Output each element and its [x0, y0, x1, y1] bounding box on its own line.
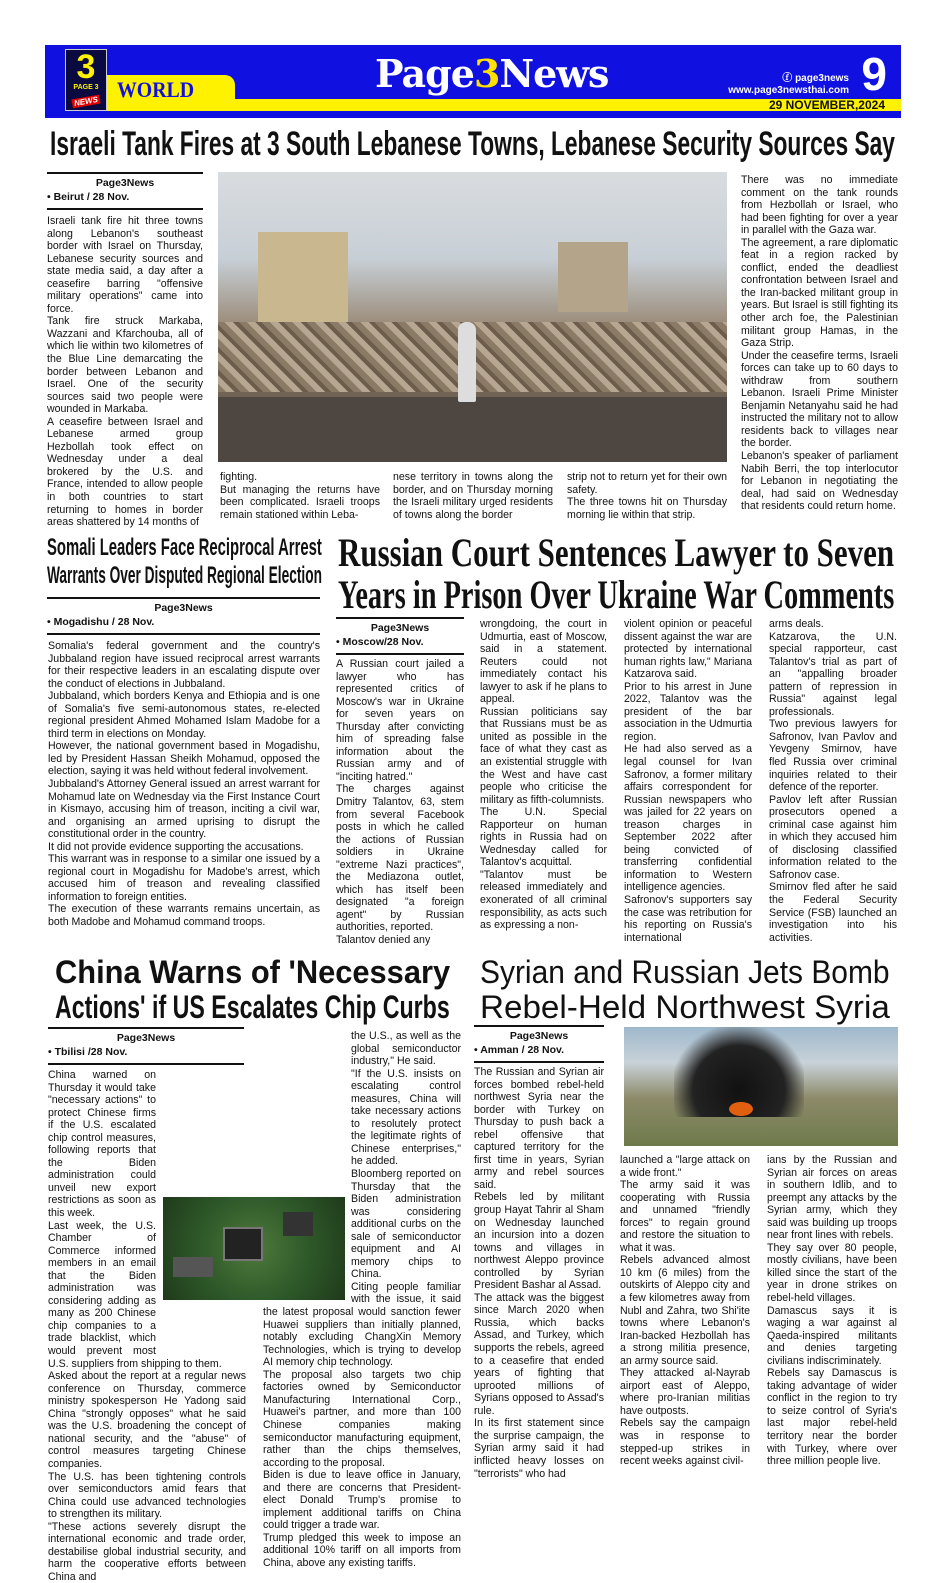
a4-headline — [55, 955, 450, 1025]
paragraph: Jubbaland, which borders Kenya and Ethiopia and is one of Somalia's five semi-autonomous states, re-elected regional president Ahmed Mohamed Islam Madobe for a third term in elections on Monday. — [48, 690, 320, 740]
paragraph: Biden is due to leave office in January, and there are concerns that President-elect Donald Trump's promise to implement additional tariffs on China could trigger a trade war. — [263, 1469, 461, 1532]
paragraph: Russian politicians say that Russians must be as united as possible in the face of what they cast as an existential struggle with the West and have cast people who criticise the military as fifth-columnists. — [480, 705, 607, 806]
paragraph: Israeli tank fire hit three towns along Lebanon's southeast border with Israel on Thursday, Lebanese security sources and state media said, a day after a ceasefire barring "offensive military operations" came into force. — [47, 215, 203, 315]
paragraph: arms deals. — [769, 618, 824, 630]
paragraph: Somalia's federal government and the country's Jubbaland region have issued reciprocal arrest warrants for their respective leaders in an escalating dispute over the conduct of elections in Jubbaland. — [48, 640, 320, 690]
a1-headline: Israeli Tank Fires at 3 South Lebanese Towns, Lebanese Security Sources Say — [50, 125, 895, 163]
mast-post: News — [499, 51, 609, 96]
paragraph: The execution of these warrants remains uncertain, as both Madobe and Mohamud command troops. — [48, 903, 320, 929]
building-shape — [258, 232, 348, 322]
a1-byline — [47, 172, 203, 210]
facebook-text: page3news — [795, 73, 849, 84]
paragraph: Damascus says it is waging a war against al Qaeda-inspired militants and denies targeting civilians indiscriminately. — [767, 1304, 897, 1367]
a5-headline-line1: Syrian and Russian Jets Bomb — [480, 954, 890, 990]
a3-col2 — [480, 618, 607, 932]
masthead — [45, 45, 901, 118]
paragraph: Lebanon's speaker of parliament Nabih Berri, the top interlocutor for Lebanon in negotiating the deal, had said on Wednesday that residents could return home. — [741, 450, 898, 513]
paragraph: China warned on Thursday it would take "necessary actions" to protect Chinese firms if the U.S. escalated chip control measures, following reports that the Biden administration could unveil new export restrictions as soon as this week. — [48, 1069, 156, 1220]
paragraph: Trump pledged this week to impose an additional 10% tariff on all imports from China, above any existing tariffs. — [263, 1531, 461, 1569]
paragraph: A ceasefire between Israel and Lebanese armed group Hezbollah took effect on Wednesday under a deal brokered by the U.S. and France, intended to allow people in both countries to start returning to homes in border areas shattered by 14 months of — [47, 415, 203, 529]
a1-headline-wrap — [50, 126, 895, 162]
a3-headline-line2: Years in Prison Over Ukraine War Comments — [338, 572, 895, 617]
website-link[interactable]: www.page3newsthai.com — [728, 85, 849, 96]
paragraph: wrongdoing, the court in Udmurtia, east of Moscow, said in a statement. Reuters could not immediately contact his lawyer to ask if he plans to appeal. — [480, 618, 607, 706]
chip-shape — [173, 1257, 213, 1277]
paragraph: Safronov's supporters say the case was retribution for his reporting on Russia's international — [624, 894, 752, 944]
paragraph: Jubbaland's Attorney General issued an arrest warrant for Mohamud late on Wednesday via the First Instance Court in Kismayo, accusing him of treason, inciting a civil war, and organising an armed uprising to disrupt the constitutional order in the country. — [48, 778, 320, 841]
paragraph: It did not provide evidence supporting the accusations. — [48, 840, 304, 853]
a5-byline — [474, 1025, 604, 1063]
paragraph: Two previous lawyers for Safronov, Ivan Pavlov and Yevgeny Smirnov, have fled Russia over criminal inquiries related to their defence of the reporter. — [769, 718, 897, 794]
paragraph: They attacked al-Nayrab airport east of Aleppo, where pro-Iranian militias have outposts. — [620, 1367, 750, 1417]
a2-byline — [47, 597, 320, 635]
a5-col1 — [474, 1066, 604, 1480]
logo-number: 3 — [76, 48, 96, 86]
paragraph: Prior to his arrest in June 2022, Talantov was the president of the bar association in the Udmurtia region. — [624, 680, 752, 743]
paragraph: A Russian court jailed a lawyer who has represented critics of Moscow's war in Ukraine for seven years on Thursday after convicting him of spreading false information about the Russian army and of "inciting hatred." — [336, 658, 464, 783]
paragraph: Asked about the report at a regular news conference on Thursday, commerce ministry spokesperson He Yadong said China "strongly opposes" what he said was the U.S. broadening the concept of national security, and the "abuse" of control measures targeting Chinese companies. — [48, 1370, 246, 1470]
a4-headline-line1: China Warns of 'Necessary — [55, 954, 451, 990]
paragraph: Pavlov left after Russian prosecutors opened a criminal case against him in which they accused him of disclosing classified information related to the Safronov case. — [769, 793, 897, 881]
byline-source: Page3News — [95, 177, 155, 189]
a1-col5 — [741, 174, 898, 513]
paragraph: This warrant was in response to a similar one issued by a regional court in Mogadishu for Madobe's arrest, which accused him of treason and revealing classified information to foreign entities. — [48, 853, 320, 903]
a2-headline-line1: Somali Leaders Face Reciprocal Arrest — [47, 534, 322, 561]
chip-shape — [223, 1227, 263, 1261]
paragraph: The attack was the biggest since March 2020 when Russia, which backs Assad, and Turkey, which supports the rebels, agreed to a ceasefire that ended years of fighting that uprooted millions of Syrians opposed to Assad's rule. — [474, 1291, 604, 1417]
paragraph: The U.N. Special Rapporteur on human rights in Russia had on Wednesday called for Talantov's acquittal. — [480, 806, 607, 869]
paragraph: launched a "large attack on a wide front." — [620, 1154, 750, 1179]
a2-headline — [47, 534, 322, 590]
mast-pre: Page — [375, 51, 474, 96]
a4-headline-line2: Actions' if US Escalates Chip Curbs — [55, 989, 450, 1025]
paragraph: The army said it was cooperating with Russia and unnamed "friendly forces" to regain ground and restore the situation to what it was. — [620, 1179, 750, 1254]
byline-dateline: • Tbilisi /28 Nov. — [48, 1046, 128, 1058]
facebook-handle[interactable] — [782, 69, 849, 84]
a4-col1 — [48, 1069, 246, 1583]
paragraph: "If the U.S. insists on escalating control measures, China will take necessary actions to resolutely protect the legitimate rights of Chinese enterprises," he added. — [351, 1067, 461, 1168]
a4-byline — [48, 1027, 244, 1065]
paragraph: Rebels say Damascus is taking advantage of wider conflict in the region to try to seize control of Syria's last major rebel-held territory near the border with Turkey, where over three million people live. — [767, 1367, 897, 1468]
section-label: WORLD — [117, 77, 195, 102]
a5-col2 — [620, 1154, 750, 1468]
paragraph: "These actions severely disrupt the international economic and trade order, destabilise global industrial security, and harm the cooperative efforts between China and — [48, 1520, 246, 1583]
paragraph: But managing the returns have been complicated. Israeli troops remain stationed within Leba- — [220, 483, 380, 521]
a5-headline — [480, 955, 890, 1025]
byline-dateline: • Beirut / 28 Nov. — [47, 191, 130, 203]
a3-col1 — [336, 658, 464, 947]
logo-news: NEWS — [73, 94, 99, 109]
a3-byline — [336, 617, 464, 655]
issue-date: 29 NOVEMBER,2024 — [768, 98, 885, 112]
a1-photo-rubble — [218, 172, 727, 462]
paragraph: The U.S. has been tightening controls over semiconductors amid fears that China could use advanced technologies to strengthen its military. — [48, 1470, 246, 1521]
a5-headline-line2: Rebel-Held Northwest Syria — [480, 989, 890, 1025]
a2-headline-line2: Warrants Over Disputed Regional Election — [47, 562, 322, 589]
fire — [729, 1102, 753, 1116]
byline-source: Page3News — [370, 622, 430, 634]
road — [218, 397, 727, 462]
paragraph: However, the national government based in Mogadishu, led by President Hassan Sheikh Mohamud, opposed the election, saying it was held without federal involvement. — [48, 740, 320, 778]
paragraph: The Russian and Syrian air forces bombed rebel-held northwest Syria near the border with Turkey on Thursday to push back a rebel offensive that captured territory for the first time in years, Syrian army and rebel sources said. — [474, 1066, 604, 1191]
page-number: 9 — [861, 48, 887, 100]
paragraph: There was no immediate comment on the tank rounds from Hezbollah or Israel, who had been fighting for over a year in parallel with the Gaza war. — [741, 174, 898, 237]
paragraph: ians by the Russian and Syrian air forces on areas in southern Idlib, and to preempt any attacks by the Syrian army, which they said was building up troops near front lines with rebels. — [767, 1154, 897, 1242]
byline-dateline: • Mogadishu / 28 Nov. — [47, 616, 155, 628]
paragraph: Smirnov fled after he said the Federal Security Service (FSB) launched an investigation into his activities. — [769, 881, 897, 944]
a1-col4 — [567, 471, 727, 521]
paragraph: The agreement, a rare diplomatic feat in a region racked by conflict, ended the deadliest confrontation between Israel and the Iran-backed militant group in years. But Israel is still fighting its other arch foe, the Palestinian militant group Hamas, in the Gaza Strip. — [741, 236, 898, 350]
a3-col3 — [624, 618, 752, 944]
masthead-title — [375, 51, 608, 96]
a5-col3 — [767, 1154, 897, 1468]
paragraph: The charges against Dmitry Talantov, 63, stem from several Facebook posts in which he called the actions of Russian soldiers in Ukraine "extreme Nazi practices", the Mediazona outlet, which has itself been designated "a foreign agent" by Russian authorities, reported. — [336, 783, 464, 934]
walking-man — [458, 322, 476, 402]
facebook-icon: ⓕ — [782, 73, 796, 84]
building-shape — [558, 242, 628, 312]
byline-dateline: • Amman / 28 Nov. — [474, 1044, 565, 1056]
a5-photo-smoke — [624, 1027, 898, 1146]
paragraph: Talantov denied any — [336, 934, 431, 947]
chip-shape — [283, 1212, 313, 1236]
byline-source: Page3News — [509, 1030, 569, 1042]
paragraph: Tank fire struck Markaba, Wazzani and Kfarchouba, all of which lie within two kilometres of the Blue Line demarcating the border between Lebanon and Israel. One of the security sources said two people were wounded in Markaba. — [47, 315, 203, 416]
paragraph: Bloomberg reported on Thursday that the Biden administration was considering additional curbs on the sale of semiconductor equipment and AI memory chips to China. — [351, 1168, 461, 1281]
a4-photo-circuit-board — [163, 1197, 345, 1300]
paragraph: Rebels say the campaign was in response to stepped-up strikes in recent weeks against civil- — [620, 1417, 750, 1468]
a3-col4 — [769, 618, 897, 944]
a1-col1 — [47, 215, 203, 529]
paragraph: nese territory in towns along the border, and on Thursday morning the Israeli military urged residents of towns along the border — [393, 471, 553, 521]
paragraph: fighting. — [220, 471, 258, 483]
paragraph: Last week, the U.S. Chamber of Commerce informed members in an email that the Biden administration was considering adding as many as 200 Chinese chip companies to a trade blacklist, which would prevent most U.S. suppliers from shipping to them. — [48, 1219, 222, 1370]
paragraph: They say over 80 people, mostly civilians, have been killed since the start of the year in drone strikes on rebel-held villages. — [767, 1241, 897, 1305]
byline-dateline: • Moscow/28 Nov. — [336, 636, 424, 648]
a1-col2 — [220, 471, 380, 521]
a3-headline — [338, 532, 894, 616]
mast-num: 3 — [473, 51, 500, 96]
paragraph: Citing people familiar with the issue, it said the latest proposal would sanction fewer Huawei suppliers than initially planned, notably excluding ChangXin Memory Technologies, which is trying to develop AI memory chip technology. — [263, 1280, 461, 1369]
paragraph: The three towns hit on Thursday morning lie within that strip. — [567, 496, 727, 521]
logo-text: PAGE 3 — [73, 84, 99, 91]
a3-headline-line1: Russian Court Sentences Lawyer to Seven — [338, 530, 895, 575]
byline-source: Page3News — [116, 1032, 176, 1044]
paragraph: He had also served as a legal counsel for Ivan Safronov, a former military affairs correspondent for Russian newspapers who was jailed for 22 years on treason charges in September 2022 after being convicted of transferring confidential information to Western intelligence agencies. — [624, 743, 752, 894]
paragraph: Katzarova, the U.N. special rapporteur, cast Talantov's trial as part of an "appalling broader pattern of repression in Russia" against legal professionals. — [769, 630, 897, 718]
a1-col3 — [393, 471, 553, 521]
paragraph: Rebels advanced almost 10 km (6 miles) from the outskirts of Aleppo city and a few kilometres away from Nubl and Zahra, two Shi'ite towns where Lebanon's Iran-backed Hezbollah has a strong militia presence, an army source said. — [620, 1254, 750, 1367]
byline-source: Page3News — [154, 602, 213, 614]
paragraph: the U.S., as well as the global semiconductor industry," He said. — [351, 1030, 461, 1068]
paragraph: The proposal also targets two chip factories owned by Semiconductor Manufacturing International Corp., Huawei's partner, and more than 100 Chinese companies making semiconductor manufacturing equipment, rather than the chips themselves, according to the proposal. — [263, 1368, 461, 1469]
paragraph: violent opinion or peaceful dissent against the war are protected by international human rights law," Mariana Katzarova said. — [624, 618, 752, 681]
paragraph: Under the ceasefire terms, Israeli forces can take up to 60 days to withdraw from southern Lebanon. Israeli Prime Minister Benjamin Netanyahu said he had instructed the military not to allow residents back to villages near the border. — [741, 349, 898, 450]
a2-col1 — [48, 640, 320, 929]
page3-logo — [65, 49, 107, 111]
paragraph: strip not to return yet for their own safety. — [567, 471, 727, 496]
paragraph: "Talantov must be released immediately and exonerated of all criminal responsibility, as acts such as expressing a non- — [480, 868, 607, 932]
paragraph: In its first statement since the surprise campaign, the Syrian army said it had inflicted heavy losses on "terrorists" who had — [474, 1417, 604, 1480]
paragraph: Rebels led by militant group Hayat Tahrir al Sham on Wednesday launched an incursion into a dozen towns and villages in northwest Aleppo province controlled by Syrian President Bashar al Assad. — [474, 1191, 604, 1292]
